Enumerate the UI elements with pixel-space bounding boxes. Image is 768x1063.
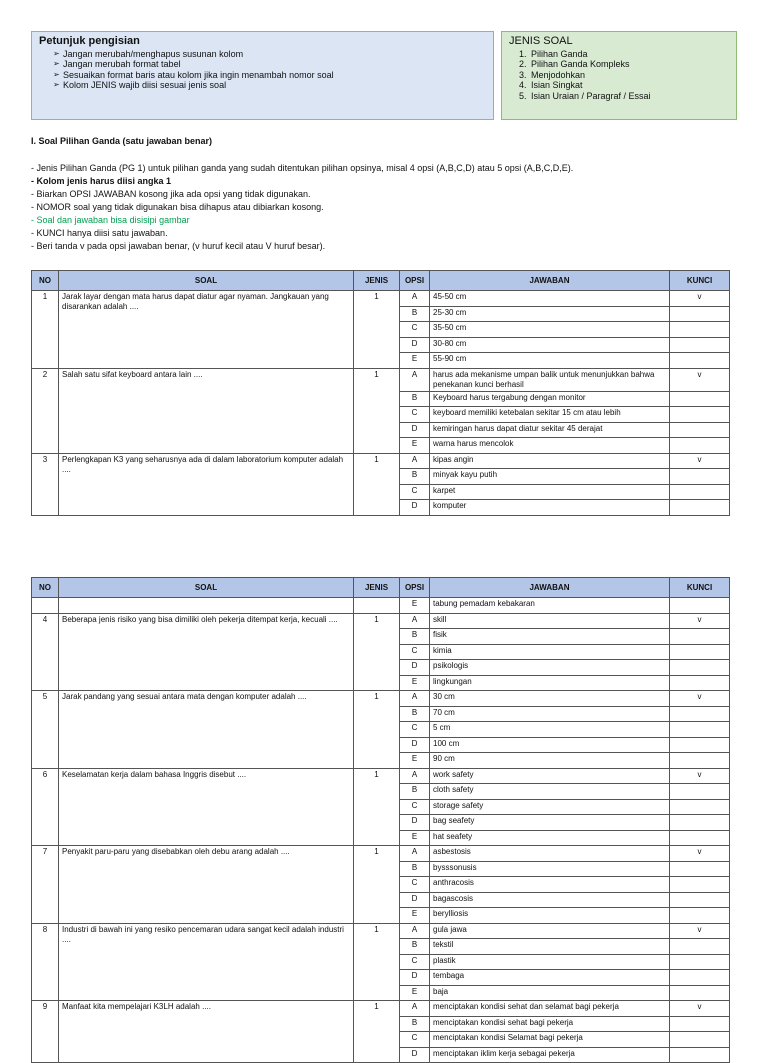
jenis-soal-label: Isian Uraian / Paragraf / Essai [531, 90, 651, 101]
answer-text: anthracosis [430, 877, 670, 893]
answer-key [670, 422, 730, 438]
answer-text: gula jawa [430, 923, 670, 939]
question-number: 9 [32, 1001, 59, 1063]
question-type: 1 [354, 691, 400, 769]
petunjuk-item-text: Kolom JENIS wajib diisi sesuai jenis soal [63, 80, 227, 90]
answer-key [670, 469, 730, 485]
option-letter: E [400, 753, 430, 769]
option-letter: B [400, 1016, 430, 1032]
answer-text: kemiringan harus dapat diatur sekitar 45 derajat [430, 422, 670, 438]
question-type: 1 [354, 846, 400, 924]
option-letter: B [400, 939, 430, 955]
col-header-jawaban: JAWABAN [430, 271, 670, 291]
answer-key: v [670, 923, 730, 939]
option-letter: E [400, 675, 430, 691]
question-text: Beberapa jenis risiko yang bisa dimiliki oleh pekerja ditempat kerja, kecuali .... [59, 613, 354, 691]
answer-text: 5 cm [430, 722, 670, 738]
jenis-soal-title: JENIS SOAL [509, 35, 573, 47]
answer-key [670, 660, 730, 676]
answer-text: cloth safety [430, 784, 670, 800]
option-letter: D [400, 500, 430, 516]
question-number: 4 [32, 613, 59, 691]
option-letter: A [400, 923, 430, 939]
answer-key [670, 407, 730, 423]
table-row [32, 291, 730, 307]
question-type [354, 598, 400, 614]
option-letter: D [400, 970, 430, 986]
option-letter: D [400, 422, 430, 438]
answer-text: karpet [430, 484, 670, 500]
answer-key [670, 322, 730, 338]
arrow-bullet-icon: ➢ [53, 69, 60, 79]
option-letter: B [400, 861, 430, 877]
instruction-line: - Beri tanda v pada opsi jawaban benar, (v huruf kecil atau V huruf besar). [31, 241, 326, 251]
instruction-line: - Biarkan OPSI JAWABAN kosong jika ada opsi yang tidak digunakan. [31, 189, 311, 199]
question-type: 1 [354, 923, 400, 1001]
answer-text: work safety [430, 768, 670, 784]
answer-key [670, 438, 730, 454]
col-header-jawaban: JAWABAN [430, 578, 670, 598]
table-header-row [32, 578, 730, 598]
option-letter: A [400, 291, 430, 307]
answer-text: menciptakan kondisi sehat dan selamat bagi pekerja [430, 1001, 670, 1017]
option-letter: C [400, 644, 430, 660]
answer-key: v [670, 368, 730, 391]
option-letter: B [400, 706, 430, 722]
col-header-jenis: JENIS [354, 271, 400, 291]
option-letter: C [400, 877, 430, 893]
option-letter: B [400, 391, 430, 407]
jenis-soal-item [509, 70, 729, 81]
answer-text: hat seafety [430, 830, 670, 846]
answer-key: v [670, 1001, 730, 1017]
petunjuk-item [39, 80, 486, 91]
option-letter: A [400, 691, 430, 707]
table-row [32, 1001, 730, 1017]
answer-key [670, 737, 730, 753]
answer-key [670, 306, 730, 322]
jenis-soal-item [509, 80, 729, 91]
question-text: Keselamatan kerja dalam bahasa Inggris disebut .... [59, 768, 354, 846]
question-text: Penyakit paru-paru yang disebabkan oleh debu arang adalah .... [59, 846, 354, 924]
answer-text: bag seafety [430, 815, 670, 831]
answer-key [670, 830, 730, 846]
answer-key [670, 892, 730, 908]
jenis-soal-box [501, 31, 737, 120]
col-header-opsi: OPSI [400, 578, 430, 598]
option-letter: B [400, 629, 430, 645]
question-type: 1 [354, 453, 400, 515]
section-instructions [31, 162, 573, 253]
answer-key [670, 500, 730, 516]
option-letter: C [400, 322, 430, 338]
option-letter: A [400, 768, 430, 784]
table-row [32, 453, 730, 469]
jenis-soal-label: Isian Singkat [531, 80, 583, 90]
jenis-soal-number: 1. [519, 48, 527, 59]
answer-key [670, 675, 730, 691]
answer-key [670, 629, 730, 645]
answer-key: v [670, 453, 730, 469]
option-letter: A [400, 453, 430, 469]
instruction-line: - Kolom jenis harus diisi angka 1 [31, 176, 172, 186]
answer-text: menciptakan iklim kerja sebagai pekerja [430, 1047, 670, 1063]
table-row [32, 846, 730, 862]
option-letter: E [400, 598, 430, 614]
col-header-soal: SOAL [59, 271, 354, 291]
jenis-soal-number: 5. [519, 90, 527, 101]
answer-text: lingkungan [430, 675, 670, 691]
answer-text: Keyboard harus tergabung dengan monitor [430, 391, 670, 407]
answer-key [670, 815, 730, 831]
question-type: 1 [354, 613, 400, 691]
petunjuk-title: Petunjuk pengisian [39, 35, 140, 47]
col-header-kunci: KUNCI [670, 578, 730, 598]
answer-key [670, 799, 730, 815]
answer-text: 100 cm [430, 737, 670, 753]
answer-text: bagascosis [430, 892, 670, 908]
question-type: 1 [354, 1001, 400, 1063]
option-letter: A [400, 846, 430, 862]
option-letter: C [400, 799, 430, 815]
col-header-kunci: KUNCI [670, 271, 730, 291]
answer-text: keyboard memiliki ketebalan sekitar 15 cm atau lebih [430, 407, 670, 423]
answer-text: storage safety [430, 799, 670, 815]
jenis-soal-item [509, 91, 729, 102]
jenis-soal-label: Pilihan Ganda [531, 48, 588, 59]
option-letter: E [400, 438, 430, 454]
table-row [32, 691, 730, 707]
table-row [32, 923, 730, 939]
instruction-line: - KUNCI hanya diisi satu jawaban. [31, 228, 168, 238]
answer-text: 25-30 cm [430, 306, 670, 322]
answer-key: v [670, 691, 730, 707]
jenis-soal-label: Pilihan Ganda Kompleks [531, 59, 630, 69]
question-text: Manfaat kita mempelajari K3LH adalah .... [59, 1001, 354, 1063]
question-text [59, 598, 354, 614]
option-letter: D [400, 737, 430, 753]
answer-text: 90 cm [430, 753, 670, 769]
answer-text: asbestosis [430, 846, 670, 862]
option-letter: B [400, 469, 430, 485]
arrow-bullet-icon: ➢ [53, 59, 60, 68]
question-type: 1 [354, 768, 400, 846]
answer-text: harus ada mekanisme umpan balik untuk menunjukkan bahwa penekanan kunci berhasil [430, 368, 670, 391]
option-letter: C [400, 954, 430, 970]
answer-key [670, 337, 730, 353]
option-letter: B [400, 306, 430, 322]
question-type: 1 [354, 368, 400, 453]
answer-key [670, 753, 730, 769]
instruction-line: - Jenis Pilihan Ganda (PG 1) untuk pilihan ganda yang sudah ditentukan pilihan opsinya, misal 4 opsi (A,B,C,D) atau 5 opsi (A,B,C,D,E). [31, 163, 574, 173]
option-letter: C [400, 484, 430, 500]
col-header-soal: SOAL [59, 578, 354, 598]
petunjuk-item [39, 59, 486, 70]
option-letter: B [400, 784, 430, 800]
answer-text: tembaga [430, 970, 670, 986]
petunjuk-item-text: Sesuaikan format baris atau kolom jika ingin menambah nomor soal [63, 69, 334, 80]
answer-text: 45-50 cm [430, 291, 670, 307]
answer-text: minyak kayu putih [430, 469, 670, 485]
jenis-soal-number: 2. [519, 59, 527, 69]
question-text: Jarak layar dengan mata harus dapat diatur agar nyaman. Jangkauan yang disarankan adalah .... [59, 291, 354, 369]
option-letter: D [400, 1047, 430, 1063]
answer-text: menciptakan kondisi Selamat bagi pekerja [430, 1032, 670, 1048]
arrow-bullet-icon: ➢ [53, 48, 60, 58]
answer-key [670, 353, 730, 369]
answer-key [670, 908, 730, 924]
question-table-2 [31, 577, 730, 1063]
answer-key [670, 877, 730, 893]
answer-key [670, 644, 730, 660]
jenis-soal-item [509, 49, 729, 60]
answer-key: v [670, 613, 730, 629]
question-number [32, 598, 59, 614]
question-number: 2 [32, 368, 59, 453]
option-letter: C [400, 722, 430, 738]
jenis-soal-item [509, 59, 729, 70]
question-number: 7 [32, 846, 59, 924]
answer-text: 70 cm [430, 706, 670, 722]
table-row [32, 598, 730, 614]
question-number: 3 [32, 453, 59, 515]
answer-text: skill [430, 613, 670, 629]
option-letter: E [400, 985, 430, 1001]
option-letter: D [400, 815, 430, 831]
answer-text: menciptakan kondisi sehat bagi pekerja [430, 1016, 670, 1032]
answer-key [670, 939, 730, 955]
jenis-soal-list [509, 49, 729, 102]
answer-key: v [670, 768, 730, 784]
petunjuk-item [39, 70, 486, 81]
col-header-no: NO [32, 578, 59, 598]
table-row [32, 768, 730, 784]
answer-key: v [670, 846, 730, 862]
col-header-no: NO [32, 271, 59, 291]
table-row [32, 613, 730, 629]
col-header-jenis: JENIS [354, 578, 400, 598]
option-letter: A [400, 368, 430, 391]
instruction-line: - NOMOR soal yang tidak digunakan bisa dihapus atau dibiarkan kosong. [31, 202, 324, 212]
answer-text: plastik [430, 954, 670, 970]
answer-text: berylliosis [430, 908, 670, 924]
answer-key [670, 722, 730, 738]
option-letter: E [400, 908, 430, 924]
petunjuk-item-text: Jangan merubah format tabel [63, 59, 181, 69]
question-text: Industri di bawah ini yang resiko pencemaran udara sangat kecil adalah industri .... [59, 923, 354, 1001]
option-letter: D [400, 892, 430, 908]
answer-text: 55-90 cm [430, 353, 670, 369]
option-letter: D [400, 660, 430, 676]
answer-key [670, 970, 730, 986]
arrow-bullet-icon: ➢ [53, 80, 60, 89]
answer-text: kipas angin [430, 453, 670, 469]
question-text: Perlengkapan K3 yang seharusnya ada di dalam laboratorium komputer adalah .... [59, 453, 354, 515]
option-letter: E [400, 353, 430, 369]
question-type: 1 [354, 291, 400, 369]
option-letter: E [400, 830, 430, 846]
petunjuk-box [31, 31, 494, 120]
question-table-1 [31, 270, 730, 516]
jenis-soal-number: 4. [519, 80, 527, 90]
answer-key [670, 784, 730, 800]
option-letter: A [400, 1001, 430, 1017]
answer-text: bysssonusis [430, 861, 670, 877]
question-text: Jarak pandang yang sesuai antara mata dengan komputer adalah .... [59, 691, 354, 769]
jenis-soal-label: Menjodohkan [531, 69, 586, 80]
answer-key [670, 1047, 730, 1063]
section-title: I. Soal Pilihan Ganda (satu jawaban benar) [31, 136, 213, 146]
answer-key [670, 391, 730, 407]
answer-text: 30-80 cm [430, 337, 670, 353]
question-number: 5 [32, 691, 59, 769]
question-number: 8 [32, 923, 59, 1001]
answer-text: 35-50 cm [430, 322, 670, 338]
answer-text: fisik [430, 629, 670, 645]
petunjuk-item-text: Jangan merubah/menghapus susunan kolom [63, 48, 244, 59]
answer-key [670, 861, 730, 877]
answer-text: psikologis [430, 660, 670, 676]
question-number: 1 [32, 291, 59, 369]
petunjuk-list [39, 49, 486, 91]
answer-text: 30 cm [430, 691, 670, 707]
answer-key [670, 706, 730, 722]
option-letter: C [400, 1032, 430, 1048]
answer-text: tekstil [430, 939, 670, 955]
answer-key [670, 1032, 730, 1048]
option-letter: A [400, 613, 430, 629]
answer-text: warna harus mencolok [430, 438, 670, 454]
answer-key: v [670, 291, 730, 307]
jenis-soal-number: 3. [519, 69, 527, 80]
option-letter: C [400, 407, 430, 423]
answer-text: baja [430, 985, 670, 1001]
answer-key [670, 954, 730, 970]
petunjuk-item [39, 49, 486, 60]
answer-key [670, 484, 730, 500]
question-number: 6 [32, 768, 59, 846]
question-text: Salah satu sifat keyboard antara lain .... [59, 368, 354, 453]
table-row [32, 368, 730, 391]
answer-key [670, 985, 730, 1001]
col-header-opsi: OPSI [400, 271, 430, 291]
answer-text: kimia [430, 644, 670, 660]
answer-text: komputer [430, 500, 670, 516]
table-header-row [32, 271, 730, 291]
answer-text: tabung pemadam kebakaran [430, 598, 670, 614]
answer-key [670, 598, 730, 614]
option-letter: D [400, 337, 430, 353]
instruction-line: - Soal dan jawaban bisa disisipi gambar [31, 215, 190, 225]
